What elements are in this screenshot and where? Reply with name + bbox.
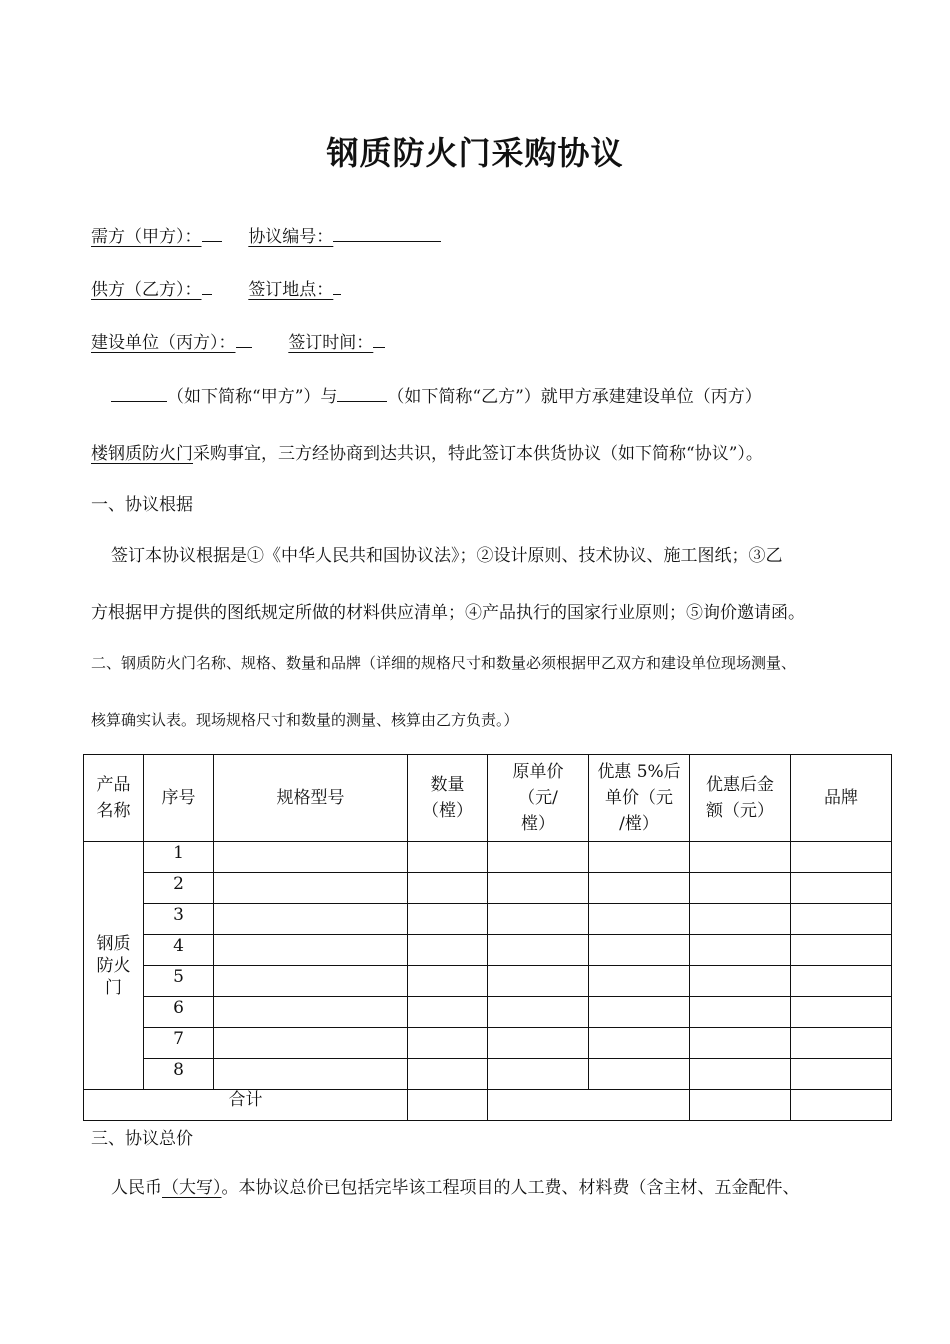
cell-spec[interactable] [214, 842, 408, 873]
product-name-cell: 钢质 防火 门 [84, 842, 144, 1090]
cell-orig-price[interactable] [488, 873, 589, 904]
cell-qty[interactable] [408, 873, 488, 904]
cell-qty[interactable] [408, 966, 488, 997]
cell-spec[interactable] [214, 1059, 408, 1090]
row-seq: 8 [144, 1059, 214, 1090]
table-row [84, 997, 892, 1028]
section3-amount-capital[interactable]: （大写） [162, 1178, 222, 1198]
cell-disc-amount[interactable] [690, 935, 791, 966]
cell-orig-price[interactable] [488, 1028, 589, 1059]
section1-heading: 一、协议根据 [91, 495, 193, 515]
intro-part2: （如下简称“乙方”）就甲方承建建设单位（丙方） [387, 387, 762, 407]
header-product-name: 产品 名称 [84, 755, 144, 842]
contract-no-label: 协议编号： [248, 227, 334, 247]
cell-orig-price[interactable] [488, 1059, 589, 1090]
total-disc-amount[interactable] [690, 1090, 791, 1121]
row-seq: 3 [144, 904, 214, 935]
table-row [84, 904, 892, 935]
cell-brand[interactable] [791, 966, 892, 997]
cell-orig-price[interactable] [488, 997, 589, 1028]
cell-spec[interactable] [214, 966, 408, 997]
table-row [84, 966, 892, 997]
sign-time-blank[interactable] [373, 331, 385, 348]
header-row-1 [91, 222, 441, 247]
intro-project-name: 楼钢质防火门 [91, 444, 193, 464]
table-header-row [84, 755, 892, 842]
cell-qty[interactable] [408, 997, 488, 1028]
cell-disc-price[interactable] [589, 935, 690, 966]
total-price[interactable] [488, 1090, 690, 1121]
spec-table [83, 754, 892, 1121]
row-seq: 7 [144, 1028, 214, 1059]
cell-disc-price[interactable] [589, 966, 690, 997]
table-row [84, 842, 892, 873]
intro-line-2 [91, 439, 763, 464]
builder-label: 建设单位（丙方）： [91, 333, 236, 353]
cell-brand[interactable] [791, 935, 892, 966]
total-label: 合计 [84, 1090, 408, 1121]
cell-brand[interactable] [791, 1028, 892, 1059]
section1-body-line2: 方根据甲方提供的图纸规定所做的材料供应清单；④产品执行的国家行业原则；⑤询价邀请函。 [91, 603, 805, 623]
buyer-label: 需方（甲方）： [91, 227, 202, 247]
cell-disc-amount[interactable] [690, 1028, 791, 1059]
cell-disc-price[interactable] [589, 873, 690, 904]
buyer-blank[interactable] [202, 225, 222, 242]
header-disc-amount: 优惠后金 额（元） [690, 755, 791, 842]
header-brand: 品牌 [791, 755, 892, 842]
supplier-label: 供方（乙方）： [91, 280, 202, 300]
cell-disc-price[interactable] [589, 1059, 690, 1090]
cell-qty[interactable] [408, 935, 488, 966]
cell-disc-amount[interactable] [690, 873, 791, 904]
cell-spec[interactable] [214, 904, 408, 935]
section1-body-line1: 签订本协议根据是①《中华人民共和国协议法》；②设计原则、技术协议、施工图纸；③乙 [111, 546, 783, 566]
cell-spec[interactable] [214, 1028, 408, 1059]
cell-qty[interactable] [408, 1028, 488, 1059]
section2-heading-line1: 二、钢质防火门名称、规格、数量和品牌（详细的规格尺寸和数量必须根据甲乙双方和建设单位现场测量、 [91, 654, 797, 672]
document-title: 钢质防火门采购协议 [326, 134, 624, 172]
table-row [84, 1059, 892, 1090]
cell-spec[interactable] [214, 935, 408, 966]
header-spec: 规格型号 [214, 755, 408, 842]
cell-disc-amount[interactable] [690, 966, 791, 997]
cell-brand[interactable] [791, 1059, 892, 1090]
supplier-blank[interactable] [202, 278, 212, 295]
section3-rest: 。本协议总价已包括完毕该工程项目的人工费、材料费（含主材、五金配件、 [221, 1178, 800, 1198]
total-qty[interactable] [408, 1090, 488, 1121]
table-row [84, 873, 892, 904]
sign-place-blank[interactable] [333, 278, 341, 295]
row-seq: 1 [144, 842, 214, 873]
cell-disc-amount[interactable] [690, 842, 791, 873]
cell-disc-amount[interactable] [690, 1059, 791, 1090]
row-seq: 4 [144, 935, 214, 966]
cell-brand[interactable] [791, 873, 892, 904]
row-seq: 6 [144, 997, 214, 1028]
contract-no-blank[interactable] [333, 225, 441, 242]
cell-qty[interactable] [408, 904, 488, 935]
cell-orig-price[interactable] [488, 935, 589, 966]
table-total-row [84, 1090, 892, 1121]
cell-disc-price[interactable] [589, 904, 690, 935]
header-disc-price: 优惠 5%后 单价（元 /樘） [589, 755, 690, 842]
section2-heading-line2: 核算确实认表。现场规格尺寸和数量的测量、核算由乙方负责。） [91, 711, 519, 729]
section3-prefix: 人民币 [111, 1178, 162, 1198]
cell-brand[interactable] [791, 997, 892, 1028]
header-row-3 [91, 328, 385, 353]
intro-line2-rest: 采购事宜，三方经协商到达共识，特此签订本供货协议（如下简称“协议”）。 [193, 444, 763, 464]
section3-body [111, 1173, 800, 1198]
intro-part1: （如下简称“甲方”）与 [167, 387, 338, 407]
cell-spec[interactable] [214, 997, 408, 1028]
section3-heading: 三、协议总价 [91, 1129, 193, 1149]
header-seq: 序号 [144, 755, 214, 842]
cell-disc-price[interactable] [589, 842, 690, 873]
party-a-blank[interactable] [111, 385, 167, 402]
builder-blank[interactable] [236, 331, 252, 348]
sign-place-label: 签订地点： [248, 280, 334, 300]
row-seq: 5 [144, 966, 214, 997]
cell-orig-price[interactable] [488, 842, 589, 873]
total-brand[interactable] [791, 1090, 892, 1121]
cell-disc-amount[interactable] [690, 997, 791, 1028]
table-row [84, 935, 892, 966]
cell-qty[interactable] [408, 1059, 488, 1090]
cell-qty[interactable] [408, 842, 488, 873]
row-seq: 2 [144, 873, 214, 904]
cell-disc-price[interactable] [589, 997, 690, 1028]
header-row-2 [91, 275, 341, 300]
cell-brand[interactable] [791, 842, 892, 873]
header-qty: 数量 （樘） [408, 755, 488, 842]
cell-brand[interactable] [791, 904, 892, 935]
cell-spec[interactable] [214, 873, 408, 904]
header-orig-price: 原单价 （元/ 樘） [488, 755, 589, 842]
cell-orig-price[interactable] [488, 966, 589, 997]
party-b-blank[interactable] [337, 385, 387, 402]
cell-orig-price[interactable] [488, 904, 589, 935]
intro-line-1 [111, 382, 762, 407]
sign-time-label: 签订时间： [288, 333, 374, 353]
table-row [84, 1028, 892, 1059]
cell-disc-amount[interactable] [690, 904, 791, 935]
cell-disc-price[interactable] [589, 1028, 690, 1059]
